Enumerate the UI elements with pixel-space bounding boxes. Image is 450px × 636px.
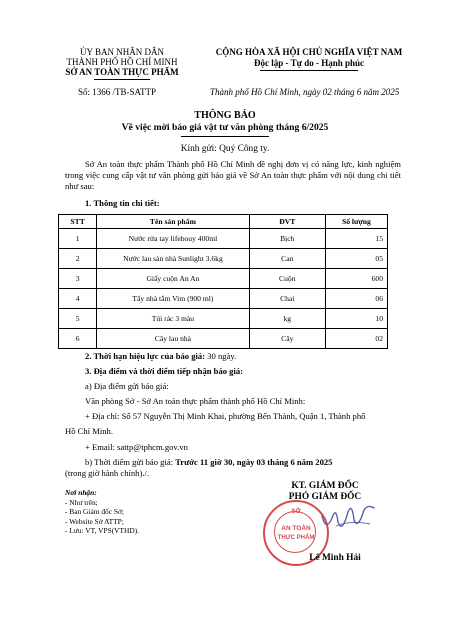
recipients-block (65, 488, 139, 536)
document-title: THÔNG BÁO (194, 110, 256, 121)
national-motto: Độc lập - Tự do - Hạnh phúc (253, 58, 364, 68)
section-3-heading: 3. Địa điểm và thời điểm tiếp nhận báo giá: (85, 366, 244, 376)
national-title: CỘNG HÒA XÃ HỘI CHỦ NGHĨA VIỆT NAM (215, 47, 403, 57)
document-number: Số: 1366 /TB-SATTP (78, 87, 157, 97)
items-table (58, 214, 388, 349)
recipient-item: - Ban Giám đốc Sở; (65, 507, 124, 517)
recipients-heading: Nơi nhận: (65, 488, 97, 497)
stamp-text-mid: AN TOÀN (281, 525, 311, 532)
address-line-2: Hồ Chí Minh. (65, 426, 113, 436)
cell-stt: 2 (59, 249, 97, 269)
col-stt: STT (59, 215, 97, 229)
col-product: Tên sản phẩm (97, 215, 250, 229)
cell-quantity: 06 (325, 289, 387, 309)
cell-quantity: 05 (325, 249, 387, 269)
document-subject: Về việc mời báo giá vật tư văn phòng tháng 6/2025 (121, 122, 329, 133)
motto-underline (260, 70, 358, 71)
recipient-item: - Lưu: VT, VPS(VTHD). (65, 526, 140, 536)
cell-stt: 1 (59, 229, 97, 249)
agency-line-3: SỞ AN TOÀN THỰC PHẨM (65, 67, 179, 77)
email-line: + Email: sattp@tphcm.gov.vn (85, 442, 188, 452)
deadline-bold: Trước 11 giờ 30, ngày 03 tháng 6 năm 2025 (175, 457, 333, 467)
deadline-line (85, 457, 405, 468)
agency-line-2: THÀNH PHỐ HỒ CHÍ MINH (66, 57, 178, 67)
cell-unit: Bịch (249, 229, 325, 249)
deadline-prefix: b) Thời điểm gửi báo giá: (85, 457, 176, 467)
table-row (59, 269, 388, 289)
cell-product: Cây lau nhà (97, 329, 250, 349)
cell-unit: Cuộn (249, 269, 325, 289)
deadline-suffix: (trong giờ hành chính)./. (65, 468, 150, 478)
cell-product: Giấy cuộn An An (97, 269, 250, 289)
subject-underline (181, 136, 269, 137)
table-header-row (59, 215, 388, 229)
section-2 (85, 351, 236, 362)
section-2-value: 30 ngày. (205, 351, 237, 361)
cell-quantity: 02 (325, 329, 387, 349)
cell-stt: 6 (59, 329, 97, 349)
cell-quantity: 600 (325, 269, 387, 289)
cell-unit: Can (249, 249, 325, 269)
table-row (59, 289, 388, 309)
table-row (59, 309, 388, 329)
cell-stt: 4 (59, 289, 97, 309)
office-line: Văn phòng Sở - Sở An toàn thực phẩm thành phố Hồ Chí Minh: (85, 396, 306, 406)
cell-unit: Cây (249, 329, 325, 349)
cell-stt: 5 (59, 309, 97, 329)
cell-quantity: 15 (325, 229, 387, 249)
cell-product: Nước rửa tay lifebouy 400ml (97, 229, 250, 249)
table-row (59, 229, 388, 249)
signature-line-2: PHÓ GIÁM ĐỐC (288, 492, 362, 502)
signature-line-1: KT. GIÁM ĐỐC (291, 481, 359, 491)
cell-product: Tẩy nhà tắm Vim (900 ml) (97, 289, 250, 309)
address-line-1: + Địa chỉ: Số 57 Nguyễn Thị Minh Khai, phường Bến Thành, Quận 1, Thành phố (85, 411, 366, 421)
stamp-inner-ring (274, 511, 316, 553)
cell-product: Túi rác 3 màu (97, 309, 250, 329)
intro-paragraph: Sở An toàn thực phẩm Thành phố Hồ Chí Minh đề nghị đơn vị có năng lực, kinh nghiệm trong việc cung cấp vật tư văn phòng gửi báo giá về Sở An toàn thực phẩm với nội dung chi tiết như sau: (65, 159, 401, 191)
recipient-item: - Website Sở ATTP; (65, 516, 124, 526)
section-3a: a) Địa điểm gửi báo giá: (85, 381, 169, 391)
cell-quantity: 10 (325, 309, 387, 329)
agency-header (52, 47, 192, 77)
section-2-label: 2. Thời hạn hiệu lực của báo giá: (85, 351, 206, 361)
signer-name: Lê Minh Hải (309, 553, 361, 563)
stamp-text-bottom: THỰC PHẨM (277, 535, 315, 541)
agency-line-1: ỦY BAN NHÂN DÂN (80, 47, 164, 57)
handwritten-signature (318, 498, 378, 538)
col-unit: ĐVT (249, 215, 325, 229)
place-date: Thành phố Hồ Chí Minh, ngày 02 tháng 6 năm 2025 (210, 87, 400, 97)
col-quantity: Số lượng (325, 215, 387, 229)
agency-underline (94, 79, 150, 80)
cell-unit: kg (249, 309, 325, 329)
section-1-heading: 1. Thông tin chi tiết: (85, 198, 160, 208)
recipient-line: Kính gửi: Quý Công ty. (180, 144, 270, 154)
cell-product: Nước lau sàn nhà Sunlight 3.6kg (97, 249, 250, 269)
stamp-text-top: SỞ (291, 509, 301, 515)
cell-stt: 3 (59, 269, 97, 289)
table-row (59, 329, 388, 349)
recipient-item: - Như trên; (65, 497, 98, 507)
table-row (59, 249, 388, 269)
cell-unit: Chai (249, 289, 325, 309)
